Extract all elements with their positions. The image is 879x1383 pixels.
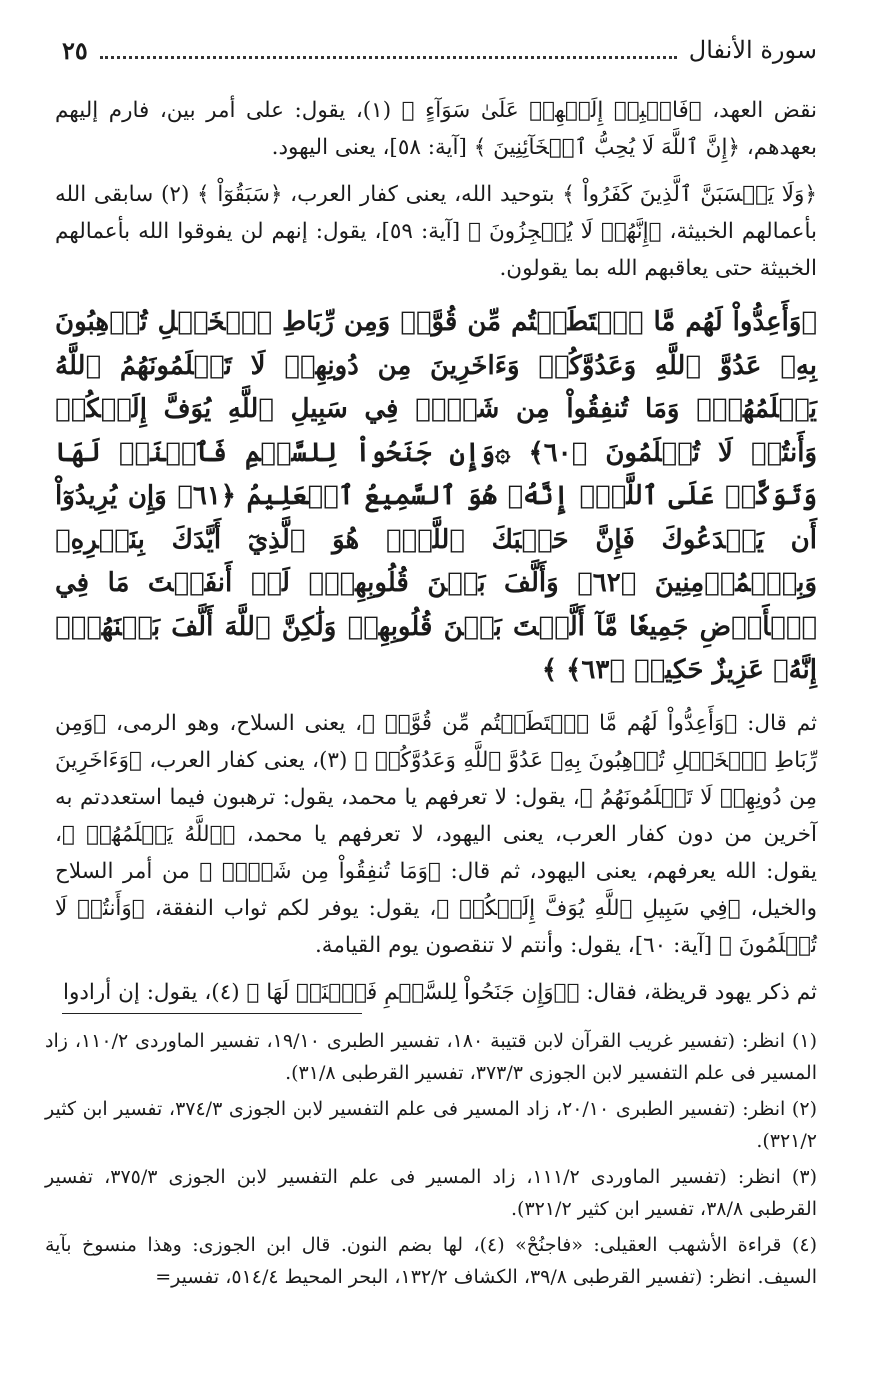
surah-title: سورة الأنفال: [688, 36, 817, 64]
footnote-3: (٣) انظر: (تفسير الماوردى ١١١/٢، زاد المسير فى علم التفسير لابن الجوزى ٣٧٥/٣، تفسير القرطبى ٣٨/٨، تفسير ابن كثير ٣٢١/٢).: [45, 1166, 817, 1220]
footnotes: [45, 1026, 817, 1298]
page-number: ٢٥: [62, 35, 88, 65]
paragraph-4: ثم ذكر يهود قريظة، فقال: ﴿۞وَإِن جَنَحُواْ لِلسَّلۡمِ فَٱجۡنَحۡ لَهَا ﴾ (٤)، يقول: إن أرادوا: [63, 979, 817, 1005]
footnote-4: (٤) قراءة الأشهب العقيلى: «فاجنُحْ» (٤)، لها بضم النون. قال ابن الجوزى: وهذا منسوخ بآية السيف. انظر: (تفسير القرطبى ٣٩/٨، الكشاف ١٣٢/٢، البحر المحيط ٥١٤/٤، تفسير=: [45, 1234, 817, 1288]
header-dot-leader: [100, 42, 677, 59]
paragraph-3: ثم قال: ﴿وَأَعِدُّواْ لَهُم مَّا ٱسۡتَطَعۡتُم مِّن قُوَّةٖ ﴾، يعنى السلاح، وهو الرمى، ﴿وَمِن رِّبَاطِ ٱلۡخَيۡلِ تُرۡهِبُونَ بِهِۦ عَدُوَّ ٱللَّهِ وَعَدُوَّكُمۡ ﴾ (٣)، يعنى كفار العرب، ﴿وَءَاخَرِينَ مِن دُونِهِمۡ لَا تَعۡلَمُونَهُمُ ﴾، يقول: لا تعرفهم يا محمد، يقول: ترهبون فيما استعددتم به آخرين من دون كفار العرب، يعنى اليهود، لا تعرفهم يا محمد، ﴿ٱللَّهُ يَعۡلَمُهُمۡ ﴾، يقول: الله يعرفهم، يعنى اليهود، ثم قال: ﴿وَمَا تُنفِقُواْ مِن شَيۡءٖ ﴾ من أمر السلاح والخيل، ﴿فِي سَبِيلِ ٱللَّهِ يُوَفَّ إِلَيۡكُمۡ ﴾، يقول: يوفر لكم ثواب النفقة، ﴿وَأَنتُمۡ لَا تُظۡلَمُونَ ﴾ [آية: ٦٠]، يقول: وأنتم لا تنقصون يوم القيامة.: [55, 710, 817, 958]
main-text: [55, 92, 817, 1021]
page-header: [62, 30, 817, 70]
paragraph-1: نقض العهد، ﴿فَانۢبِذۡ إِلَيۡهِمۡ عَلَىٰ سَوَآءٍ ﴾ (١)، يقول: على أمر بين، فارم إليهم بعهدهم، ﴿إِنَّ ٱللَّهَ لَا يُحِبُّ ٱلۡخَآئِنِينَ ﴾ [آية: ٥٨]، يعنى اليهود.: [55, 98, 817, 160]
footnote-2: (٢) انظر: (تفسير الطبرى ٢٠/١٠، زاد المسير فى علم التفسير لابن الجوزى ٣٧٤/٣، تفسير ابن كثير ٣٢١/٢).: [45, 1098, 817, 1152]
footnote-1: (١) انظر: (تفسير غريب القرآن لابن قتيبة ١٨٠، تفسير الطبرى ١٩/١٠، تفسير الماوردى ١١٠/٢، زاد المسير فى علم التفسير لابن الجوزى ٣٧٣/٣، تفسير القرطبى ٣١/٨).: [45, 1030, 817, 1084]
paragraph-2: ﴿وَلَا يَحۡسَبَنَّ ٱلَّذِينَ كَفَرُواْ ﴾ بتوحيد الله، يعنى كفار العرب، ﴿سَبَقُوٓاْ ﴾ (٢) سابقى الله بأعمالهم الخبيثة، ﴿إِنَّهُمۡ لَا يُعۡجِزُونَ ﴾ [آية: ٥٩]، يقول: إنهم لن يفوقوا الله بأعمالهم الخبيثة حتى يعاقبهم الله بما يقولون.: [55, 182, 818, 281]
footnote-separator: [62, 1013, 362, 1014]
quran-verses-block: ﴿وَأَعِدُّواْ لَهُم مَّا ٱسۡتَطَعۡتُم مِّن قُوَّةٖ وَمِن رِّبَاطِ ٱلۡخَيۡلِ تُرۡهِبُونَ بِهِۦ عَدُوَّ ٱللَّهِ وَعَدُوَّكُمۡ وَءَاخَرِينَ مِن دُونِهِمۡ لَا تَعۡلَمُونَهُمُ ٱللَّهُ يَعۡلَمُهُمۡۚ وَمَا تُنفِقُواْ مِن شَيۡءٖ فِي سَبِيلِ ٱللَّهِ يُوَفَّ إِلَيۡكُمۡ وَأَنتُمۡ لَا تُظۡلَمُونَ ﴿٦٠﴾ ۞وَإِن جَنَحُواْ لِلسَّلۡمِ فَٱجۡنَحۡ لَهَا وَتَوَكَّلۡ عَلَى ٱللَّهِۚ إِنَّهُۥ هُوَ ٱلسَّمِيعُ ٱلۡعَلِيمُ ﴿٦١﴾ وَإِن يُرِيدُوٓاْ أَن يَخۡدَعُوكَ فَإِنَّ حَسۡبَكَ ٱللَّهُۚ هُوَ ٱلَّذِيٓ أَيَّدَكَ بِنَصۡرِهِۦ وَبِٱلۡمُؤۡمِنِينَ ﴿٦٢﴾ وَأَلَّفَ بَيۡنَ قُلُوبِهِمۡۚ لَوۡ أَنفَقۡتَ مَا فِي ٱلۡأَرۡضِ جَمِيعٗا مَّآ أَلَّفۡتَ بَيۡنَ قُلُوبِهِمۡ وَلَٰكِنَّ ٱللَّهَ أَلَّفَ بَيۡنَهُمۡۚ إِنَّهُۥ عَزِيزٌ حَكِيمٞ ﴿٦٣﴾ ﴾: [55, 307, 818, 685]
